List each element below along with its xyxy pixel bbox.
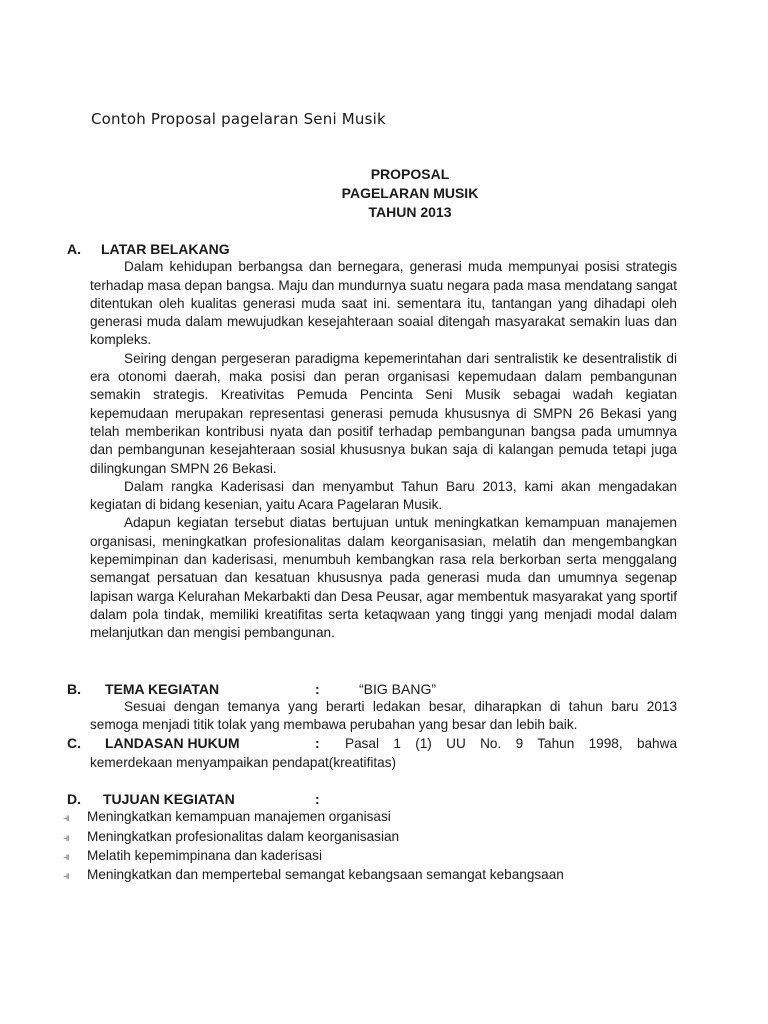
- spacer: [67, 643, 677, 680]
- section-a-letter: A.: [67, 241, 81, 257]
- heading-line-1: PROPOSAL: [370, 166, 450, 182]
- list-item-text: Meningkatkan dan mempertebal semangat kebangsaan semangat kebangsaan: [87, 867, 564, 883]
- section-c-heading: [67, 734, 677, 753]
- bullet-arrow-icon: ⫣: [63, 831, 70, 844]
- paragraph: Sesuai dengan temanya yang berarti ledakan besar, diharapkan di tahun baru 2013 semoga menjadi titik tolak yang membawa perubahan yang besar dan lebih baik.: [90, 698, 677, 733]
- bullet-arrow-icon: ⫣: [63, 850, 70, 863]
- list-item: [63, 828, 677, 847]
- section-c-continuation: kemerdekaan menyampaikan pendapat(kreatifitas): [90, 754, 397, 770]
- section-d-colon: :: [315, 791, 320, 808]
- section-c-content: [67, 754, 677, 772]
- section-b-content: [67, 698, 677, 735]
- section-a-heading: [67, 240, 677, 258]
- list-item: [63, 808, 677, 827]
- document-body: [63, 240, 677, 886]
- spacer: [67, 772, 677, 790]
- list-item-text: Melatih kepemimpinana dan kaderisasi: [87, 847, 322, 863]
- section-c-value: Pasal 1 (1) UU No. 9 Tahun 1998, bahwa: [345, 736, 677, 752]
- paragraph: Adapun kegiatan tersebut diatas bertujuan untuk meningkatkan kemampuan manajemen organisasi, meningkatkan profesionalitas dalam keorganisasian, melatih dan mengembangkan kepemimpinan dan kaderisasi, menumbuh kembangkan rasa rela berkorban serta menggalang semangat persatuan dan kesatuan khususnya pada generasi muda dan umumnya segenap lapisan warga Kelurahan Mekarbakti dan Desa Peusar, agar membentuk masyarakat yang sportif dalam pola tindak, memiliki kreatifitas serta ketaqwaan yang tinggi yang menjadi modal dalam melanjutkan dan mengisi pembangunan.: [90, 515, 677, 641]
- bullet-arrow-icon: ⫣: [63, 870, 70, 883]
- heading-line-3: TAHUN 2013: [368, 204, 452, 220]
- paragraph: Dalam kehidupan berbangsa dan bernegara, generasi muda mempunyai posisi strategis terhadap masa depan bangsa. Maju dan mundurnya suatu negara pada masa mendatang sangat ditentukan oleh kualitas generasi muda saat ini. sementara itu, tantangan yang dihadapi oleh generasi muda dalam mewujudkan kesejahteraan soaial ditengah masyarakat semakin luas dan kompleks.: [90, 259, 677, 348]
- paragraph: Seiring dengan pergeseran paradigma kepemerintahan dari sentralistik ke desentralistik di era otonomi daerah, maka posisi dan peran organisasi kepemudaan dalam pembangunan semakin strategis. Kreativitas Pemuda Pencinta Seni Musik sebagai wadah kegiatan kepemudaan merupakan representasi generasi pemuda khususnya di SMPN 26 Bekasi yang telah memberikan kontribusi nyata dan positif terhadap pembangunan bangsa pada umumnya dan pembangunan kesejahteraan sosial khususnya bukan saja di kalangan pemuda tetapi juga dilingkungan SMPN 26 Bekasi.: [90, 350, 677, 476]
- paragraph: Dalam rangka Kaderisasi dan menyambut Tahun Baru 2013, kami akan mengadakan kegiatan di bidang kesenian, yaitu Acara Pagelaran Musik.: [90, 478, 677, 513]
- document-title: Contoh Proposal pagelaran Seni Musik: [91, 110, 386, 128]
- section-a-title: LATAR BELAKANG: [101, 241, 230, 257]
- section-b-title: TEMA KEGIATAN: [105, 680, 220, 697]
- section-c-colon: :: [315, 735, 320, 752]
- list-item: [63, 866, 677, 885]
- objectives-list: [63, 808, 677, 885]
- section-a-content: [67, 258, 677, 642]
- section-b-value: “BIG BANG”: [359, 680, 437, 697]
- section-d-heading: [67, 790, 677, 808]
- section-b-letter: B.: [67, 680, 81, 697]
- section-d-title: TUJUAN KEGIATAN: [103, 791, 235, 808]
- list-item-text: Meningkatkan kemampuan manajemen organisasi: [87, 809, 391, 825]
- proposal-heading: [0, 165, 768, 222]
- section-b-colon: :: [315, 680, 320, 697]
- heading-line-2: PAGELARAN MUSIK: [341, 185, 479, 201]
- section-b-heading: [67, 680, 677, 698]
- section-d-letter: D.: [67, 791, 81, 808]
- list-item: [63, 847, 677, 866]
- list-item-text: Meningkatkan profesionalitas dalam keorganisasian: [87, 828, 400, 844]
- section-c-letter: C.: [67, 735, 81, 752]
- section-c-title: LANDASAN HUKUM: [105, 735, 240, 752]
- bullet-arrow-icon: ⫣: [63, 812, 70, 825]
